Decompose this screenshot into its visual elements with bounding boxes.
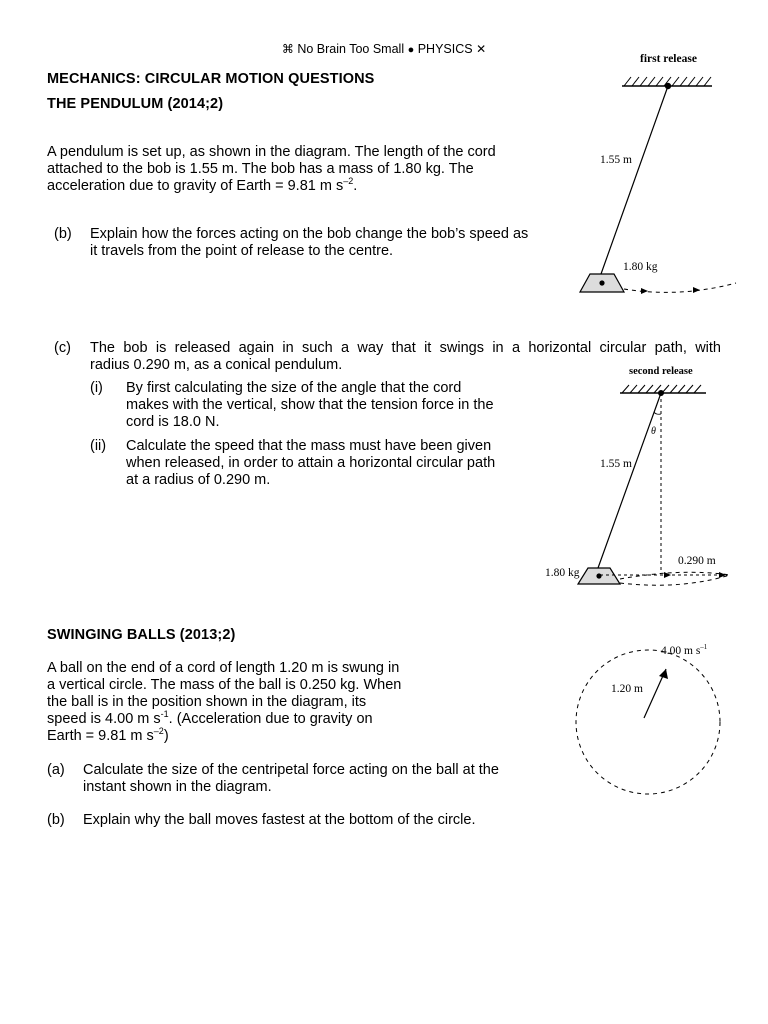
section-heading-balls: SWINGING BALLS (2013;2) (47, 627, 236, 643)
text-line: Explain why the ball moves fastest at the bottom of the circle. (83, 812, 476, 828)
text-line: radius 0.290 m, as a conical pendulum. (90, 357, 343, 373)
text-line: the ball is in the position shown in the diagram, its (47, 694, 367, 710)
text-span: acceleration due to gravity of Earth = 9.81 m s (47, 178, 344, 194)
text-span: Earth = 9.81 m s (47, 728, 154, 744)
speed-label (661, 643, 707, 657)
text-line: when released, in order to attain a horizontal circular path (126, 455, 496, 471)
question-label-b: (b) (54, 226, 72, 242)
text-line: A ball on the end of a cord of length 1.20 m is swung in (47, 660, 400, 676)
text-line: cord is 18.0 N. (126, 414, 220, 430)
decoration-icon: ✕ (476, 42, 487, 56)
text-line: Explain how the forces acting on the bob change the bob’s speed as (90, 226, 529, 242)
length-label: 1.55 m (600, 458, 632, 470)
text-line: Calculate the speed that the mass must have been given (126, 438, 492, 454)
text-line: makes with the vertical, show that the tension force in the (126, 397, 494, 413)
text-span: speed is 4.00 m s (47, 711, 161, 727)
text-line: The bob is released again in such a way that it swings in a horizontal circular path, with (90, 340, 721, 356)
superscript: –1 (700, 643, 708, 651)
question-label-b2: (b) (47, 812, 65, 828)
text-span: 4.00 m s (661, 644, 701, 657)
text-line: A pendulum is set up, as shown in the diagram. The length of the cord (47, 144, 496, 160)
radius-label: 0.290 m (678, 555, 716, 567)
superscript: –2 (343, 176, 354, 187)
diagram-title: first release (640, 53, 697, 65)
section-heading-pendulum: THE PENDULUM (2014;2) (47, 96, 224, 112)
angle-label: θ (651, 426, 656, 437)
text-line: it travels from the point of release to the centre. (90, 243, 394, 259)
bullet-icon: ● (407, 44, 415, 56)
mass-label: 1.80 kg (545, 567, 580, 579)
text-line: instant shown in the diagram. (83, 779, 272, 795)
length-label: 1.55 m (600, 154, 632, 166)
text-line: a vertical circle. The mass of the ball is 0.250 kg. When (47, 677, 402, 693)
question-label-cii: (ii) (90, 438, 107, 454)
circular-path (576, 650, 720, 794)
diagram-title: second release (629, 366, 693, 377)
text-line: By first calculating the size of the angle that the cord (126, 380, 462, 396)
superscript: -1 (160, 709, 169, 720)
logo-icon: ⌘ (281, 42, 294, 56)
text-span: ) (163, 728, 169, 744)
arrow-icon (659, 669, 668, 679)
text-span: . (Acceleration due to gravity on (168, 711, 373, 727)
page-title: MECHANICS: CIRCULAR MOTION QUESTIONS (47, 71, 375, 87)
header-brand: No Brain Too Small (297, 42, 405, 56)
text-line: attached to the bob is 1.55 m. The bob has a mass of 1.80 kg. The (47, 161, 474, 177)
question-label-a: (a) (47, 762, 65, 778)
text-line: at a radius of 0.290 m. (126, 472, 271, 488)
radius-label: 1.20 m (611, 683, 643, 695)
question-label-c: (c) (54, 340, 71, 356)
question-label-ci: (i) (90, 380, 103, 396)
superscript: –2 (153, 726, 164, 737)
header-subject: PHYSICS (417, 42, 473, 56)
text-line: Calculate the size of the centripetal force acting on the ball at the (83, 762, 499, 778)
text-span: . (353, 178, 358, 194)
mass-label: 1.80 kg (623, 261, 658, 273)
